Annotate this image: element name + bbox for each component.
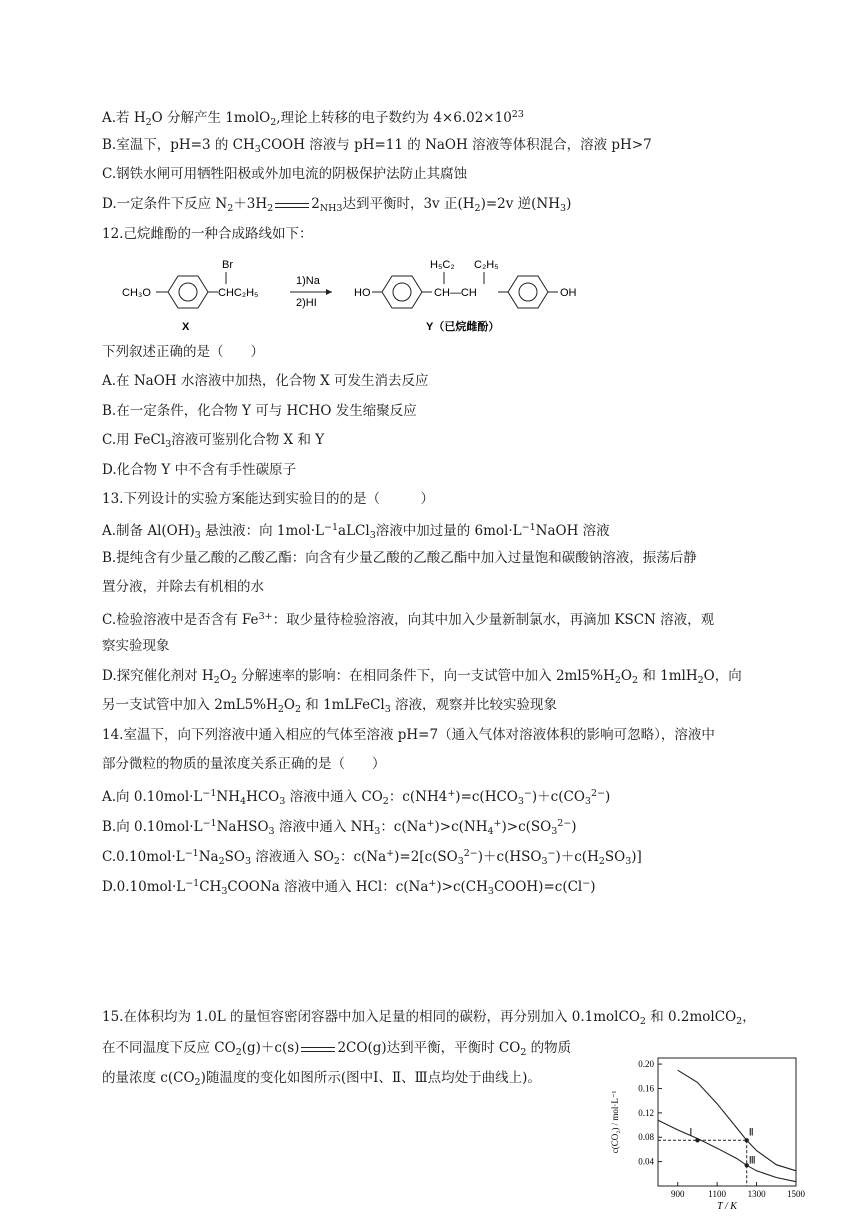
q13-option-b-line1: B.提纯含有少量乙酸的乙酸乙酯：向含有少量乙酸的乙酸乙酯中加入过量饱和碳酸钠溶液，振荡后静 (102, 550, 697, 566)
benzene-ring-y-left (382, 276, 422, 308)
ethyl-right-label: C₂H₅ (474, 259, 499, 271)
chart-svg (604, 1040, 816, 1212)
equilibrium-arrow (275, 200, 309, 210)
q14-title-line2: 部分微粒的物质的量浓度关系正确的是（ ） (102, 756, 386, 772)
y-tick-label: 0.20 (638, 1059, 654, 1070)
methoxy-label: CH₃O (122, 287, 151, 299)
q11-option-b: B.室温下，pH=3 的 $CH_3COOH$ 溶液与 pH=11 的 NaOH 溶液等体积混合，溶液 pH>7 (102, 137, 652, 155)
x-tick-label: 1100 (708, 1189, 726, 1199)
q14-title-line1: 14.室温下，向下列溶液中通入相应的气体至溶液 pH=7（通入气体对溶液体积的影响可忽略），溶液中 (102, 727, 715, 743)
compound-x-label: X (182, 321, 190, 333)
y-tick-label: 0.16 (638, 1083, 654, 1094)
bromo-label: Br (222, 259, 233, 271)
ch-ch-label: CH—CH (434, 287, 477, 299)
series-line-2 (658, 1120, 796, 1182)
point-marker (695, 1138, 699, 1142)
q11-option-a: A.若 $H_2O$ 分解产生 1molO$_2$,理论上转移的电子数约为 $4\times 6.02\times 10^{23}$ (102, 109, 524, 128)
q15-line2: 在不同温度下反应 $CO_2(g)+c(s)$ 2CO(g)达到平衡，平衡时 $CO_2$ 的物质 (102, 1040, 572, 1058)
condition-na: 1)Na (296, 275, 320, 287)
x-tick-label: 1500 (787, 1189, 805, 1199)
benzene-ring-x (168, 276, 208, 308)
benzene-ring-y-right (508, 276, 548, 308)
q12-option-b: B.在一定条件，化合物 Y 可与 HCHO 发生缩聚反应 (102, 403, 417, 419)
hydroxy-right-label: OH (560, 287, 577, 299)
q12-option-c: C.用 FeCl$_3$溶液可鉴别化合物 X 和 Y (102, 432, 325, 450)
y-tick-label: 0.12 (638, 1107, 654, 1118)
point-marker (745, 1138, 749, 1142)
q14-option-d: $D.0.10mol\cdot L^{-1}CH_3COONa$ 溶液中通入 HCl：$c(Na^+)>c(CH_3COOH)=c(Cl^-)$ (102, 878, 596, 897)
q14-option-c: $C.0.10mol\cdot L^{-1}Na_2SO_3$ 溶液通入 $SO_2$：$c(Na^+)=2[c(SO_3^{2-})+c(HSO_3^-)+c(H_2SO_3)]$ (102, 848, 642, 867)
q13-option-c-line1: C.检验溶液中是否含有 $Fe^{3+}$：取少量待检验溶液，向其中加入少量新制氯水，再滴加 KSCN 溶液，观 (102, 611, 715, 628)
x-axis-label: T / K (717, 1201, 737, 1212)
q14-option-a: A.向 $0.10mol\cdot L^{-1}NH_4HCO_3$ 溶液中通入 $CO_2$：$c(NH4^+)=c(HCO_3^-)+c(CO_3^{2-})$ (102, 788, 611, 807)
q15-line3: 的量浓度 $c(CO_2)$随温度的变化如图所示(图中Ⅰ、Ⅱ、Ⅲ点均处于曲线上)。 (102, 1070, 541, 1088)
y-tick-label: 0.08 (638, 1132, 654, 1143)
q13-option-a: A.制备 $Al(OH)_3$ 悬浊液：向 $1mol\cdot L^{-1}aLCl_3$溶液中加过量的 $6mol\cdot L^{-1}NaOH$ 溶液 (102, 522, 610, 541)
q13-option-b-line2: 置分液，并除去有机相的水 (102, 579, 264, 595)
point-label: Ⅲ (748, 1155, 756, 1167)
q12-stem: 下列叙述正确的是（ ） (102, 344, 264, 360)
equilibrium-arrow (301, 1044, 335, 1054)
x-tick-label: 1300 (747, 1189, 766, 1199)
q13-title: 13.下列设计的实验方案能达到实验目的的是（ ） (102, 491, 434, 507)
point-label: Ⅰ (689, 1127, 693, 1139)
point-label: Ⅱ (748, 1127, 754, 1139)
series-line-1 (678, 1070, 796, 1171)
condition-hi: 2)HI (296, 297, 317, 309)
y-tick-label: 0.04 (638, 1156, 654, 1167)
q13-option-d-line1: D.探究催化剂对 $H_2O_2$ 分解速率的影响：在相同条件下，向一支试管中加入 $2ml5\%H_2O_2$ 和 1mlH$_2$O，向 (102, 668, 742, 686)
ethyl-chain-label: CHC₂H₅ (218, 287, 259, 299)
plot-frame (658, 1058, 796, 1186)
q11-option-d: D.一定条件下反应 $N_2+3H_2$ $2_{NH3}$达到平衡时，3v 正$(H_2)=2v$ 逆$(NH_3)$ (102, 196, 572, 214)
compound-y-label: Y（已烷雌酚） (426, 321, 500, 333)
q13-option-d-line2: 另一支试管中加入 $2mL5\%H_2O_2$ 和 1mLFeCl$_3$ 溶液，观察并比较实验现象 (102, 697, 558, 715)
hydroxy-left-label: HO (354, 287, 371, 299)
x-tick-label: 900 (670, 1189, 685, 1199)
y-axis-label: c(CO₂) / mol·L⁻¹ (610, 1090, 620, 1154)
synthesis-route-figure (118, 254, 598, 336)
q15-line1: 15.在体积均为 1.0L 的量恒容密闭容器中加入足量的相同的碳粉，再分别加入 0.1molCO$_2$ 和 0.2molCO$_2$， (102, 1009, 756, 1027)
q12-option-d: D.化合物 Y 中不含有手性碳原子 (102, 462, 297, 478)
q13-option-c-line2: 察实验现象 (102, 638, 170, 654)
q11-option-c: C.钢铁水闸可用牺牲阳极或外加电流的阴极保护法防止其腐蚀 (102, 166, 468, 182)
co2-concentration-chart (604, 1040, 816, 1212)
ethyl-left-label: H₅C₂ (430, 259, 455, 271)
q12-title: 12.己烷雌酚的一种合成路线如下： (102, 226, 313, 242)
q14-option-b: B.向 $0.10mol\cdot L^{-1}NaHSO_3$ 溶液中通入 $NH_3$：$c(Na^+)>c(NH_4^+)>c(SO_3^{2-})$ (102, 818, 577, 837)
q12-option-a: A.在 NaOH 水溶液中加热，化合物 X 可发生消去反应 (102, 373, 429, 389)
